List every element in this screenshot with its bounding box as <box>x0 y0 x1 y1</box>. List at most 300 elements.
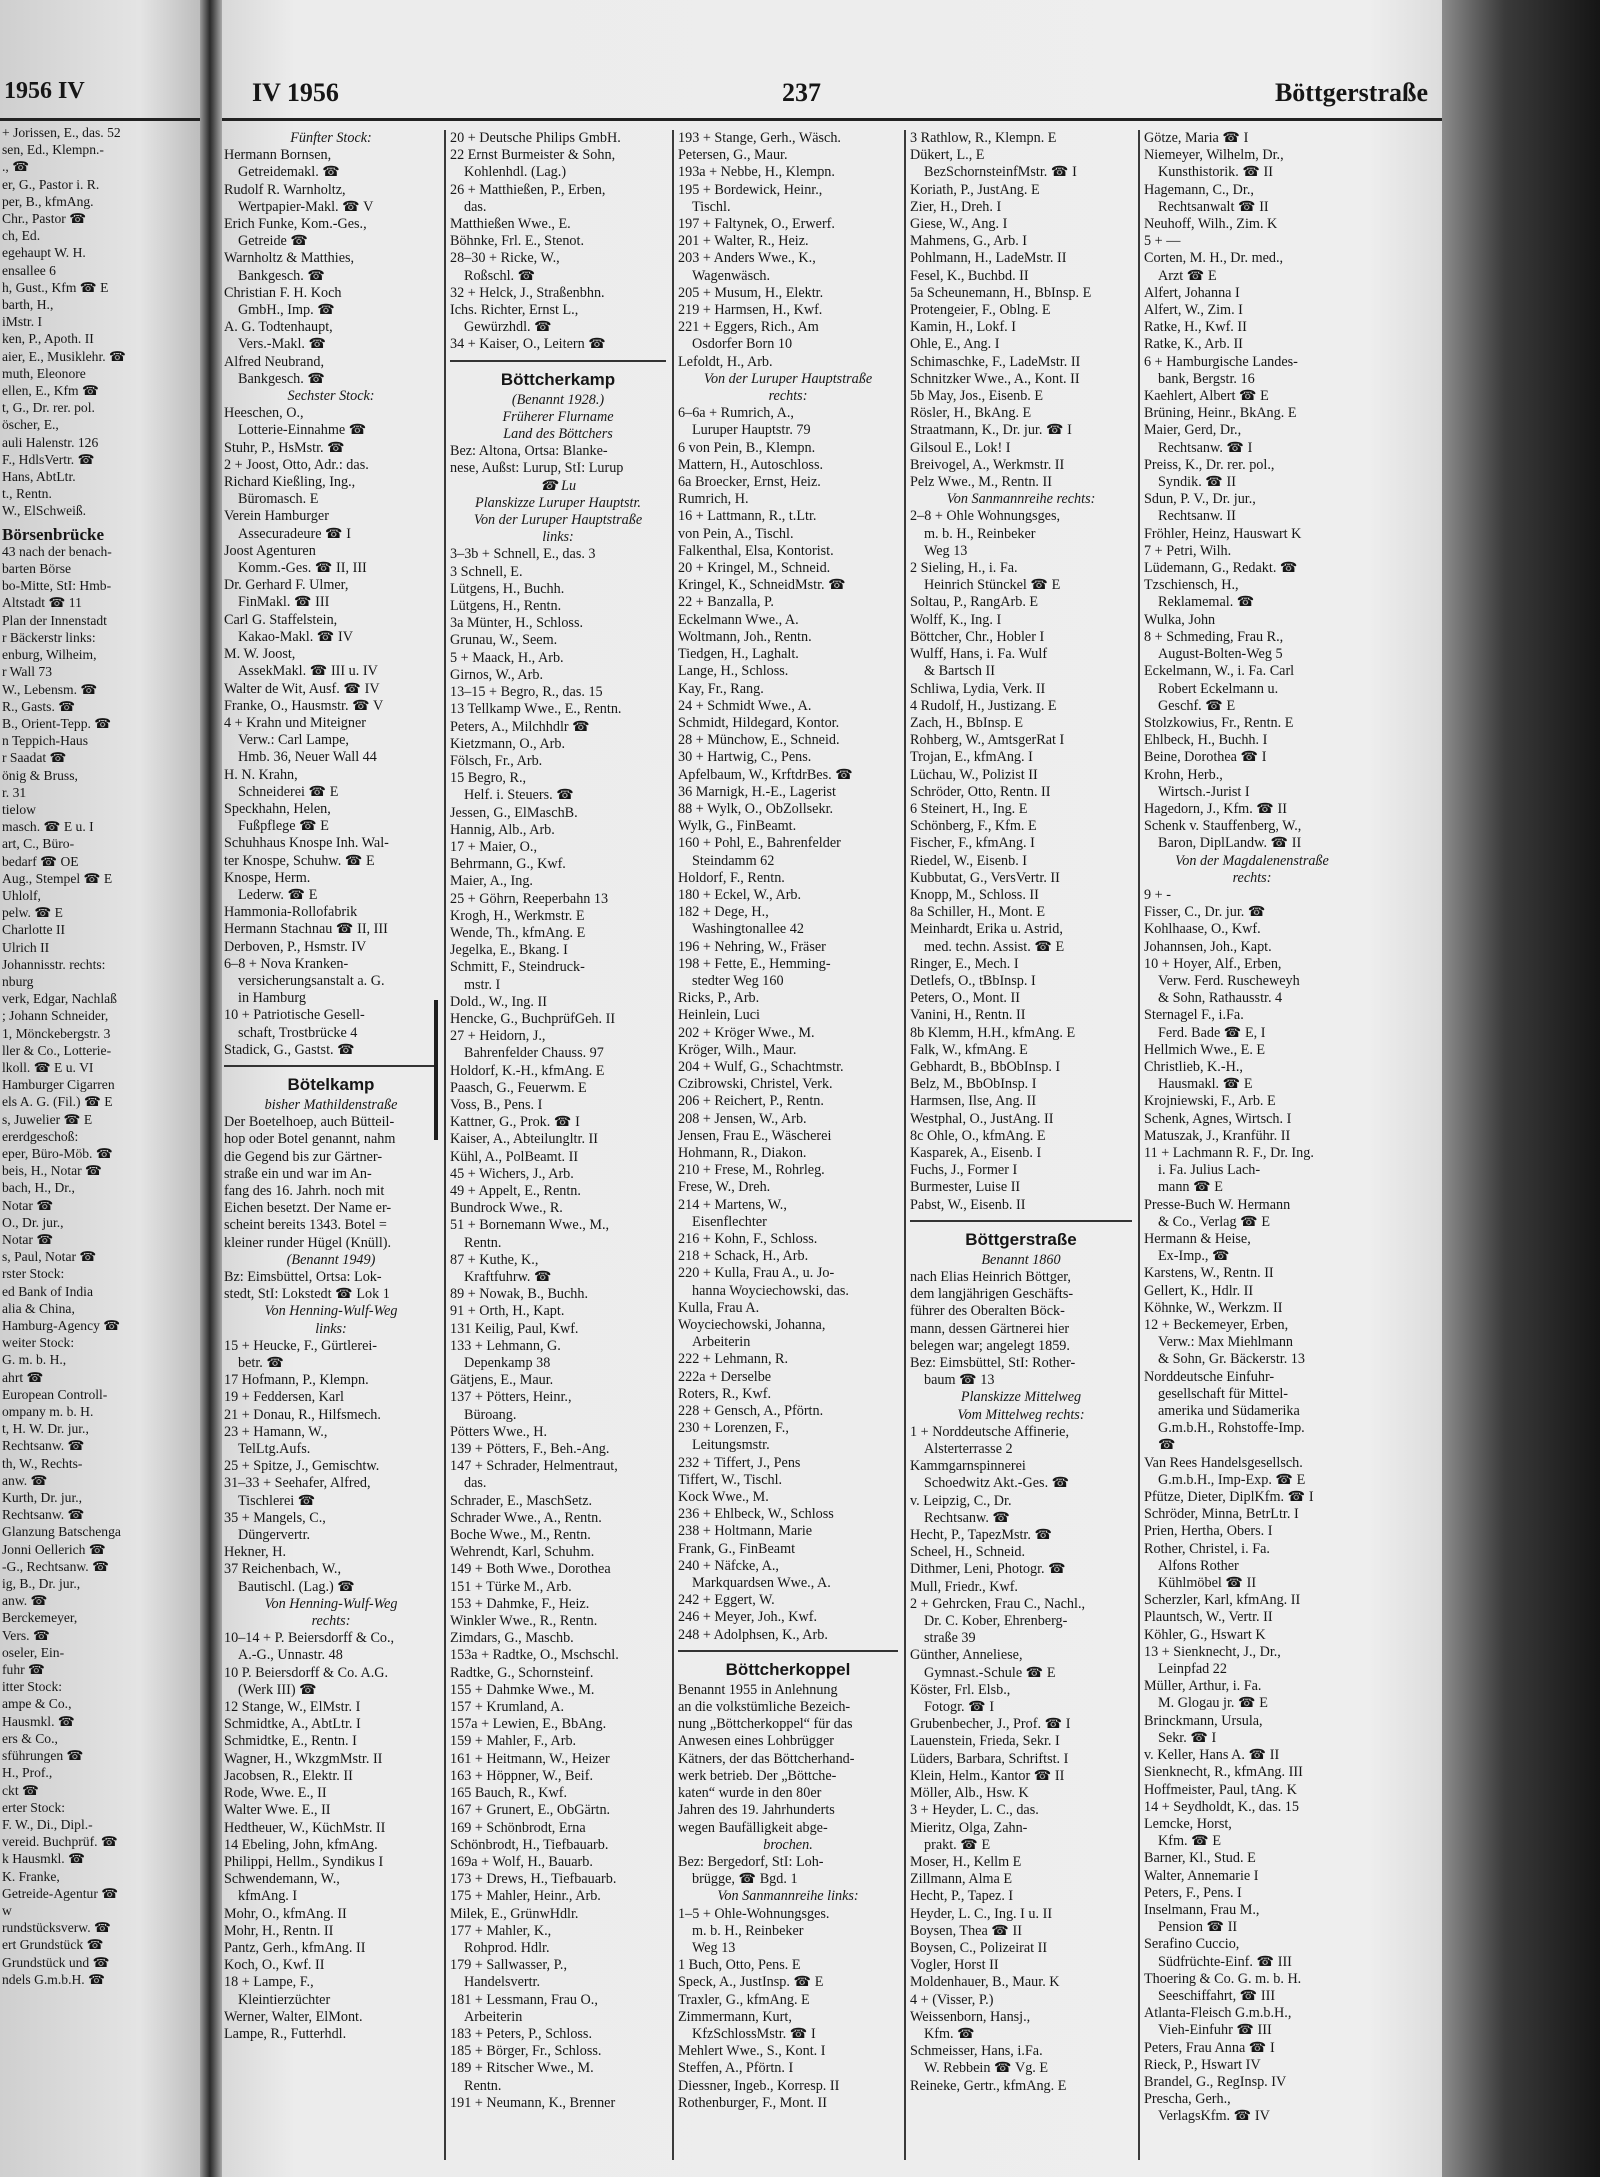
directory-entry: Czibrowski, Christel, Verk. <box>678 1076 833 1093</box>
left-page-line: weiter Stock: <box>2 1335 75 1351</box>
directory-entry: Vogler, Horst II <box>910 1957 999 1974</box>
directory-entry: Traxler, G., kfmAng. E <box>678 1991 810 2008</box>
directory-entry: Kühl, A., PolBeamt. II <box>450 1148 579 1165</box>
directory-entry: Presse-Buch W. Hermann <box>1144 1196 1291 1213</box>
directory-entry: Schmidt, Hildegard, Kontor. <box>678 714 840 731</box>
directory-entry: Ferd. Bade ☎ E, I <box>1158 1024 1266 1041</box>
left-page-line: verk, Edgar, Nachlaß <box>2 991 117 1007</box>
directory-entry: Günther, Anneliese, <box>910 1647 1023 1664</box>
directory-entry: Mull, Friedr., Kwf. <box>910 1578 1018 1595</box>
directory-entry: 240 + Näfcke, A., <box>678 1557 779 1574</box>
directory-entry: Jegelka, E., Bkang. I <box>450 942 568 959</box>
street-description-line: die Gegend bis zur Gärtner- <box>224 1148 383 1165</box>
directory-entry: Leitungsmstr. <box>692 1437 770 1454</box>
directory-entry: Alfert, W., Zim. I <box>1144 302 1243 319</box>
directory-entry: Arzt ☎ E <box>1158 267 1217 284</box>
directory-entry: Klein, Helm., Kantor ☎ II <box>910 1767 1065 1784</box>
directory-entry: betr. ☎ <box>238 1355 285 1372</box>
directory-entry: 232 + Tiffert, J., Pens <box>678 1454 801 1471</box>
directory-entry: 13–15 + Begro, R., das. 15 <box>450 684 603 701</box>
page-edge-shadow <box>1442 0 1600 2177</box>
directory-entry: Verein Hamburger <box>224 508 329 525</box>
section-note: Von Sanmannreihe rechts: <box>946 491 1096 508</box>
directory-entry: Knospe, Herm. <box>224 869 311 886</box>
directory-column-5 <box>1144 130 1360 2160</box>
directory-entry: 173 + Drews, H., Tiefbauarb. <box>450 1871 617 1888</box>
directory-entry: Bankgesch. ☎ <box>238 267 326 284</box>
directory-entry: Woltmann, Joh., Rentn. <box>678 628 812 645</box>
directory-entry: Kubbutat, G., VersVertr. II <box>910 869 1060 886</box>
directory-entry: 161 + Heitmann, W., Heizer <box>450 1750 610 1767</box>
directory-entry: Zier, H., Dreh. I <box>910 198 1002 215</box>
directory-entry: 25 + Göhrn, Reeperbahn 13 <box>450 890 609 907</box>
directory-entry: Pantz, Gerh., kfmAng. II <box>224 1939 366 1956</box>
directory-entry: Knopp, M., Schloss. II <box>910 886 1039 903</box>
left-page-line: bo-Mitte, StI: Hmb- <box>2 578 112 594</box>
directory-entry: Schenk v. Stauffenberg, W., <box>1144 818 1302 835</box>
directory-entry: Schönbrodt, H., Tiefbauarb. <box>450 1836 609 1853</box>
directory-entry: Fisser, C., Dr. jur. ☎ <box>1144 904 1266 921</box>
directory-entry: Burmester, Luise II <box>910 1179 1021 1196</box>
directory-entry: 180 + Eckel, W., Arb. <box>678 886 802 903</box>
directory-entry: 151 + Türke M., Arb. <box>450 1578 572 1595</box>
directory-entry: Fußpflege ☎ E <box>238 818 329 835</box>
directory-entry: A. G. Todtenhaupt, <box>224 319 333 336</box>
directory-entry: Hencke, G., BuchprüfGeh. II <box>450 1010 616 1027</box>
directory-entry: 175 + Mahler, Heinr., Arb. <box>450 1888 601 1905</box>
directory-entry: BezSchornsteinfMstr. ☎ I <box>924 164 1077 181</box>
directory-entry: Syndik. ☎ II <box>1158 474 1236 491</box>
directory-entry: Ricks, P., Arb. <box>678 990 760 1007</box>
directory-entry: Heeschen, O., <box>224 405 304 422</box>
left-page-line: masch. ☎ E u. I <box>2 819 94 835</box>
directory-entry: 2 Sieling, H., i. Fa. <box>910 560 1018 577</box>
directory-entry: 8 + Schmeding, Frau R., <box>1144 628 1284 645</box>
left-page-line: anw. ☎ <box>2 1593 48 1609</box>
directory-entry: Tzschiensch, H., <box>1144 577 1239 594</box>
directory-entry: Richard Kießling, Ing., <box>224 474 356 491</box>
directory-entry: Kamin, H., Lokf. I <box>910 319 1016 336</box>
directory-entry: Moldenhauer, B., Maur. K <box>910 1974 1060 1991</box>
street-description-line: nung „Böttcherkoppel“ für das <box>678 1716 853 1733</box>
directory-entry: 218 + Schack, H., Arb. <box>678 1248 809 1265</box>
directory-entry: Pabst, W., Eisenb. II <box>910 1196 1026 1213</box>
directory-entry: 159 + Mahler, F., Arb. <box>450 1733 577 1750</box>
left-page-line: art, C., Büro- <box>2 836 75 852</box>
directory-entry: Weg 13 <box>692 1939 736 1956</box>
directory-entry: Lederw. ☎ E <box>238 886 318 903</box>
left-page-line: barth, H., <box>2 297 54 313</box>
directory-entry: 179 + Sallwasser, P., <box>450 1957 567 1974</box>
street-description-line: kleiner runder Hügel (Knüll). <box>224 1234 392 1251</box>
street-description-line: führer des Oberalten Böck- <box>910 1303 1065 1320</box>
directory-entry: Carl G. Staffelstein, <box>224 611 338 628</box>
directory-entry: Götze, Maria ☎ I <box>1144 130 1249 146</box>
left-page-line: s, Paul, Notar ☎ <box>2 1249 97 1265</box>
directory-entry: Schmeisser, Hans, i.Fa. <box>910 2043 1043 2060</box>
left-page-line: Aug., Stempel ☎ E <box>2 870 113 886</box>
directory-entry: Alfert, Johanna I <box>1144 284 1240 301</box>
left-page-line: bedarf ☎ OE <box>2 853 79 869</box>
directory-entry: Verw. Ferd. Ruscheweyh <box>1158 972 1300 989</box>
directory-entry: 37 Reichenbach, W., <box>224 1561 342 1578</box>
left-page-line: -G., Rechtsanw. ☎ <box>2 1558 110 1574</box>
directory-entry: 198 + Fette, E., Hemming- <box>678 955 831 972</box>
directory-entry: Warnholtz & Matthies, <box>224 250 355 267</box>
directory-entry: Hecht, P., TapezMstr. ☎ <box>910 1527 1053 1544</box>
left-page-line: muth, Eleonore <box>2 365 86 381</box>
directory-entry: Arbeiterin <box>692 1334 751 1351</box>
directory-entry: August-Bolten-Weg 5 <box>1158 646 1283 663</box>
directory-entry: Brüning, Heinr., BkAng. E <box>1144 405 1297 422</box>
directory-entry: 25 + Spitze, J., Gemischtw. <box>224 1458 380 1475</box>
directory-entry: 3 + Heyder, L. C., das. <box>910 1802 1039 1819</box>
section-note: Von Sanmannreihe links: <box>717 1888 859 1905</box>
left-page-line: r Bäckerstr links: <box>2 629 96 645</box>
directory-entry: 210 + Frese, M., Rohrleg. <box>678 1162 825 1179</box>
street-divider <box>224 1065 438 1067</box>
directory-entry: 191 + Neumann, K., Brenner <box>450 2094 616 2111</box>
directory-entry: Bez: Altona, Ortsa: Blanke- <box>450 443 608 460</box>
left-page-line: sen, Ed., Klempn.- <box>2 142 104 158</box>
directory-entry: 15 + Heucke, F., Gürtlerei- <box>224 1337 378 1354</box>
directory-entry: Tischlerei ☎ <box>238 1492 316 1509</box>
directory-entry: Bahrenfelder Chauss. 97 <box>464 1045 604 1062</box>
section-note: rechts: <box>768 388 808 405</box>
street-heading: Böttcherkoppel <box>725 1659 851 1679</box>
street-description-line: an die volkstümliche Bezeich- <box>678 1699 851 1716</box>
directory-entry: 5b May, Jos., Eisenb. E <box>910 388 1044 405</box>
directory-entry: Luruper Hauptstr. 79 <box>692 422 811 439</box>
directory-entry: Rechtsanw. ☎ I <box>1158 439 1253 456</box>
directory-entry: Lütgens, H., Buchh. <box>450 580 565 597</box>
directory-entry: 169 + Schönbrodt, Erna <box>450 1819 586 1836</box>
directory-entry: Hermann & Heise, <box>1144 1231 1251 1247</box>
directory-entry: Matuszak, J., Kranführ. II <box>1144 1127 1291 1144</box>
directory-entry: 221 + Eggers, Rich., Am <box>678 319 819 336</box>
directory-entry: Mieritz, Olga, Zahn- <box>910 1819 1028 1836</box>
directory-entry: 17 Hofmann, P., Klempn. <box>224 1372 369 1389</box>
directory-entry: Koch, O., Kwf. II <box>224 1957 325 1974</box>
directory-entry: 20 + Kringel, M., Schneid. <box>678 560 831 577</box>
directory-entry: 87 + Kuthe, K., <box>450 1251 539 1268</box>
directory-entry: Zach, H., BbInsp. E <box>910 714 1024 731</box>
directory-entry: 14 Ebeling, John, kfmAng. <box>224 1836 378 1853</box>
directory-entry: Stadick, G., Gastst. ☎ <box>224 1041 355 1058</box>
directory-entry: Belz, M., BbObInsp. I <box>910 1076 1037 1093</box>
directory-entry: AssekMakl. ☎ III u. IV <box>238 663 378 680</box>
left-page-line: pelw. ☎ E <box>2 905 63 921</box>
directory-entry: Ichs. Richter, Ernst L., <box>450 302 579 319</box>
directory-entry: 28–30 + Ricke, W., <box>450 250 560 267</box>
left-page-line: 43 nach der benach- <box>2 543 112 559</box>
left-page-line: alia & China, <box>2 1300 75 1316</box>
directory-entry: Karstens, W., Rentn. II <box>1144 1265 1274 1282</box>
street-description-line: katen“ wurde in den 80er <box>678 1785 822 1802</box>
directory-entry: Wolff, K., Ing. I <box>910 611 1002 628</box>
street-description-line: Benannt 1955 in Anlehnung <box>678 1681 838 1698</box>
directory-entry: Trojan, E., kfmAng. I <box>910 749 1033 766</box>
directory-entry: Frank, G., FinBeamt <box>678 1540 796 1557</box>
directory-entry: Winkler Wwe., R., Rentn. <box>450 1613 598 1630</box>
directory-entry: Heyder, L. C., Ing. I u. II <box>910 1905 1053 1922</box>
directory-entry: 6 Steinert, H., Ing. E <box>910 800 1028 817</box>
directory-entry: das. <box>464 1475 487 1492</box>
directory-entry: Bez: Eimsbüttel, StI: Rother- <box>910 1355 1076 1372</box>
directory-entry: Depenkamp 38 <box>464 1355 551 1372</box>
directory-entry: Kulla, Frau A. <box>678 1299 760 1316</box>
column-divider <box>1138 130 1140 2160</box>
directory-entry: 4 Rudolf, H., Justizang. E <box>910 697 1057 714</box>
left-page-line: per, B., kfmAng. <box>2 193 94 209</box>
directory-entry: Krojniewski, F., Arb. E <box>1144 1093 1276 1110</box>
left-page-line: vereid. Buchprüf. ☎ <box>2 1834 118 1850</box>
left-page-line: F. W., Di., Dipl.- <box>2 1816 93 1832</box>
directory-entry: (Werk III) ☎ <box>238 1681 317 1698</box>
directory-entry: 6–8 + Nova Kranken- <box>224 955 349 972</box>
directory-entry: Peters, O., Mont. II <box>910 990 1020 1007</box>
left-page-header: 1956 IV <box>4 78 85 104</box>
directory-entry: hanna Woyciechowski, das. <box>692 1282 849 1299</box>
directory-entry: Wulka, John <box>1144 611 1216 628</box>
directory-entry: Riedel, W., Eisenb. I <box>910 852 1028 869</box>
directory-entry: Pelz Wwe., M., Rentn. II <box>910 474 1052 491</box>
directory-entry: Reineke, Gertr., kfmAng. E <box>910 2077 1067 2094</box>
directory-entry: straße 39 <box>924 1630 976 1647</box>
directory-entry: Sternagel F., i.Fa. <box>1144 1007 1244 1024</box>
directory-entry: Prien, Hertha, Obers. I <box>1144 1523 1273 1540</box>
directory-entry: in Hamburg <box>238 990 306 1007</box>
directory-entry: Schröder, Otto, Rentn. II <box>910 783 1051 800</box>
directory-entry: 88 + Wylk, O., ObZollsekr. <box>678 800 834 817</box>
directory-entry: Lefoldt, H., Arb. <box>678 353 773 370</box>
directory-entry: mann ☎ E <box>1158 1179 1223 1196</box>
directory-entry: Hoffmeister, Paul, tAng. K <box>1144 1781 1297 1798</box>
directory-entry: von Pein, A., Tischl. <box>678 525 794 542</box>
directory-entry: 3–3b + Schnell, E., das. 3 <box>450 546 596 563</box>
left-page-line: r Wall 73 <box>2 664 53 680</box>
directory-entry: Sienknecht, R., kfmAng. III <box>1144 1764 1303 1781</box>
book-gutter <box>200 0 222 2177</box>
directory-entry: Alfred Neubrand, <box>224 353 325 370</box>
directory-entry: 139 + Pötters, F., Beh.-Ang. <box>450 1441 610 1458</box>
directory-entry: Christian F. H. Koch <box>224 284 342 301</box>
directory-entry: Speckhahn, Helen, <box>224 800 331 817</box>
directory-entry: Müller, Arthur, i. Fa. <box>1144 1678 1262 1695</box>
directory-entry: 10 P. Beiersdorff & Co. A.G. <box>224 1664 389 1681</box>
directory-column-3 <box>678 130 898 2160</box>
directory-entry: Schimaschke, F., LadeMstr. II <box>910 353 1081 370</box>
street-description-line: Jahren des 19. Jahrhunderts <box>678 1802 835 1819</box>
directory-entry: 185 + Börger, Fr., Schloss. <box>450 2043 602 2060</box>
street-description-line: Kätners, der das Böttcherhand- <box>678 1750 855 1767</box>
directory-entry: Düngervertr. <box>238 1527 311 1544</box>
section-note: brochen. <box>763 1836 813 1853</box>
left-page-line: ., ☎ <box>2 159 30 175</box>
directory-entry: Wylk, G., FinBeamt. <box>678 818 797 835</box>
directory-entry: Kunsthistorik. ☎ II <box>1158 164 1274 181</box>
directory-entry: Schnitzker Wwe., A., Kont. II <box>910 370 1080 387</box>
directory-entry: Sdun, P. V., Dr. jur., <box>1144 491 1256 508</box>
directory-entry: 182 + Dege, H., <box>678 904 769 921</box>
directory-entry: Detlefs, O., tBbInsp. I <box>910 972 1036 989</box>
directory-entry: Kaehlert, Albert ☎ E <box>1144 388 1269 405</box>
left-page-line: Hamburger Cigarren <box>2 1077 115 1093</box>
directory-entry: 14 + Seydholdt, K., das. 15 <box>1144 1798 1299 1815</box>
section-note: Sechster Stock: <box>287 388 375 405</box>
directory-entry: Helf. i. Steuers. ☎ <box>464 787 574 804</box>
street-description-line: fang des 16. Jahrh. noch mit <box>224 1182 385 1199</box>
street-heading: Böttcherkamp <box>500 369 616 389</box>
left-page-line: Chr., Pastor ☎ <box>2 211 87 227</box>
directory-entry: Reklamemal. ☎ <box>1158 594 1255 611</box>
section-note: (Benannt 1949) <box>286 1251 376 1268</box>
directory-entry: & Bartsch II <box>924 663 995 680</box>
section-note: bisher Mathildenstraße <box>264 1096 398 1113</box>
left-page-line: Johannisstr. rechts: <box>2 956 106 972</box>
directory-entry: prakt. ☎ E <box>924 1836 991 1853</box>
left-page-line: aier, E., Musiklehr. ☎ <box>2 348 126 364</box>
directory-entry: KfzSchlossMstr. ☎ I <box>692 2025 816 2042</box>
directory-entry: 26 + Matthießen, P., Erben, <box>450 181 606 198</box>
section-note: ☎ Lu <box>539 477 577 494</box>
left-page-fragment <box>0 0 200 2177</box>
directory-entry: Südfrüchte-Einf. ☎ III <box>1158 1953 1292 1970</box>
directory-entry: 228 + Gensch, A., Pförtn. <box>678 1403 824 1420</box>
directory-entry: Giese, W., Ang. I <box>910 216 1008 233</box>
section-note: Früherer Flurname <box>502 408 614 425</box>
directory-entry: Wagenwäsch. <box>692 267 771 284</box>
directory-entry: 23 + Hamann, W., <box>224 1423 328 1440</box>
directory-entry: TelLtg.Aufs. <box>238 1441 311 1458</box>
section-note: Von der Luruper Hauptstraße <box>703 370 873 387</box>
directory-entry: Boysen, C., Polizeirat II <box>910 1939 1048 1956</box>
directory-entry: Scherzler, Karl, kfmAng. II <box>1144 1592 1301 1609</box>
left-page-line: lkoll. ☎ E u. VI <box>2 1059 94 1075</box>
directory-entry: Grunau, W., Seem. <box>450 632 558 649</box>
left-page-line: 1, Mönckebergstr. 3 <box>2 1025 111 1041</box>
directory-entry: bank, Bergstr. 16 <box>1158 370 1255 387</box>
directory-entry: Falkenthal, Elsa, Kontorist. <box>678 542 834 559</box>
directory-entry: Maier, Gerd, Dr., <box>1144 422 1242 439</box>
left-page-line: nburg <box>2 973 34 989</box>
directory-entry: Wehrendt, Karl, Schuhm. <box>450 1544 595 1561</box>
directory-entry: 51 + Bornemann Wwe., M., <box>450 1217 610 1234</box>
directory-entry: M. Glogau jr. ☎ E <box>1158 1695 1268 1712</box>
left-page-line: bach, H., Dr., <box>2 1180 75 1196</box>
directory-entry: Dükert, L., E <box>910 147 985 164</box>
left-page-line: Glanzung Batschenga <box>2 1524 121 1540</box>
directory-entry: 1–5 + Ohle-Wohnungsges. <box>678 1905 830 1922</box>
directory-entry: Hohmann, R., Diakon. <box>678 1144 807 1161</box>
left-page-line: Notar ☎ <box>2 1197 54 1213</box>
directory-entry: Gellert, K., Hdlr. II <box>1144 1282 1254 1299</box>
section-note: links: <box>315 1320 347 1337</box>
directory-entry: 183 + Peters, P., Schloss. <box>450 2025 593 2042</box>
directory-entry: 193 + Stange, Gerh., Wäsch. <box>678 130 841 146</box>
directory-entry: Barner, Kl., Stud. E <box>1144 1850 1256 1867</box>
directory-entry: Norddeutsche Einfuhr- <box>1144 1368 1275 1385</box>
directory-entry: amerika und Südamerika <box>1158 1403 1300 1420</box>
directory-entry: 34 + Kaiser, O., Leitern ☎ <box>450 336 606 353</box>
left-page-line: Uhlolf, <box>2 887 41 903</box>
section-note: Planskizze Mittelweg <box>960 1389 1082 1406</box>
directory-entry: 20 + Deutsche Philips GmbH. <box>450 130 621 146</box>
directory-entry: Frese, W., Dreh. <box>678 1179 771 1196</box>
directory-entry: Robert Eckelmann u. <box>1158 680 1279 697</box>
left-page-line: t., Rentn. <box>2 486 52 502</box>
directory-entry: Heinlein, Luci <box>678 1007 760 1024</box>
directory-entry: Kaiser, A., Abteilungltr. II <box>450 1131 598 1148</box>
street-description-line: belegen war; angelegt 1859. <box>910 1337 1070 1354</box>
directory-entry: Rechtsanw. ☎ <box>924 1509 1011 1526</box>
directory-entry: m. b. H., Reinbeker <box>924 525 1036 542</box>
directory-entry: 149 + Both Wwe., Dorothea <box>450 1561 611 1578</box>
directory-entry: Kasparek, A., Eisenb. I <box>910 1144 1042 1161</box>
directory-entry: Straatmann, K., Dr. jur. ☎ I <box>910 422 1072 439</box>
left-page-line: egehaupt W. H. <box>2 245 86 261</box>
directory-entry: Tischl. <box>692 198 731 215</box>
directory-entry: Köster, Frl. Elsb., <box>910 1681 1011 1698</box>
left-page-line: ch, Ed. <box>2 228 41 244</box>
left-page-line: fuhr ☎ <box>2 1662 45 1678</box>
directory-entry: schaft, Trostbrücke 4 <box>238 1024 358 1041</box>
left-page-line: R., Gasts. ☎ <box>2 698 76 714</box>
left-page-line: önig & Bruss, <box>2 767 78 783</box>
directory-entry: v. Leipzig, C., Dr. <box>910 1492 1012 1509</box>
directory-entry: Kock Wwe., M. <box>678 1489 769 1506</box>
directory-entry: 5 + — <box>1144 233 1181 250</box>
left-page-line: eper, Büro-Möb. ☎ <box>2 1145 113 1161</box>
directory-entry: Eckelmann, W., i. Fa. Carl <box>1144 663 1295 680</box>
left-page-line: ellen, E., Kfm ☎ <box>2 383 99 399</box>
directory-entry: 6–6a + Rumrich, A., <box>678 405 794 422</box>
directory-entry: Rother, Christel, i. Fa. <box>1144 1540 1270 1557</box>
street-description-line: nach Elias Heinrich Böttger, <box>910 1269 1071 1285</box>
directory-entry: Steindamm 62 <box>692 852 775 869</box>
directory-entry: Hermann Bornsen, <box>224 147 332 164</box>
directory-entry: Schneiderei ☎ E <box>238 783 339 800</box>
directory-entry: Vieh-Einfuhr ☎ III <box>1158 2022 1272 2039</box>
directory-entry: 203 + Anders Wwe., K., <box>678 250 816 267</box>
directory-entry: Speck, A., JustInsp. ☎ E <box>678 1974 824 1991</box>
directory-entry: Walter Wwe. E., II <box>224 1802 331 1819</box>
directory-entry: Hellmich Wwe., E. E <box>1144 1041 1266 1058</box>
directory-entry: mstr. I <box>464 976 501 993</box>
directory-entry: Dold., W., Ing. II <box>450 993 547 1010</box>
directory-entry: 30 + Hartwig, C., Pens. <box>678 749 812 766</box>
left-page-line: els A. G. (Fil.) ☎ E <box>2 1094 113 1110</box>
street-description-line: werk betrieb. Der „Böttche- <box>678 1767 837 1784</box>
directory-entry: Schuhhaus Knospe Inh. Wal- <box>224 835 389 852</box>
left-page-line: G. m. b. H., <box>2 1352 67 1368</box>
directory-entry: stedter Weg 160 <box>692 972 784 989</box>
directory-entry: Kraftfuhrw. ☎ <box>464 1269 552 1285</box>
directory-entry: Johannsen, Joh., Kapt. <box>1144 938 1272 955</box>
directory-entry: Lange, H., Schloss. <box>678 663 789 680</box>
directory-entry: 230 + Lorenzen, F., <box>678 1420 789 1437</box>
right-page <box>222 0 1442 2177</box>
left-page-line: European Controll- <box>2 1386 108 1402</box>
directory-entry: Lüdemann, G., Redakt. ☎ <box>1144 560 1298 577</box>
directory-entry: 16 + Lattmann, R., t.Ltr. <box>678 508 817 525</box>
directory-entry: Girnos, W., Arb. <box>450 666 544 683</box>
directory-entry: Arbeiterin <box>464 2008 523 2025</box>
directory-entry: Mehlert Wwe., S., Kont. I <box>678 2043 826 2060</box>
directory-entry: Weissenborn, Hansj., <box>910 2008 1031 2025</box>
directory-entry: Mohr, H., Rentn. II <box>224 1922 334 1939</box>
street-divider <box>910 1220 1132 1222</box>
